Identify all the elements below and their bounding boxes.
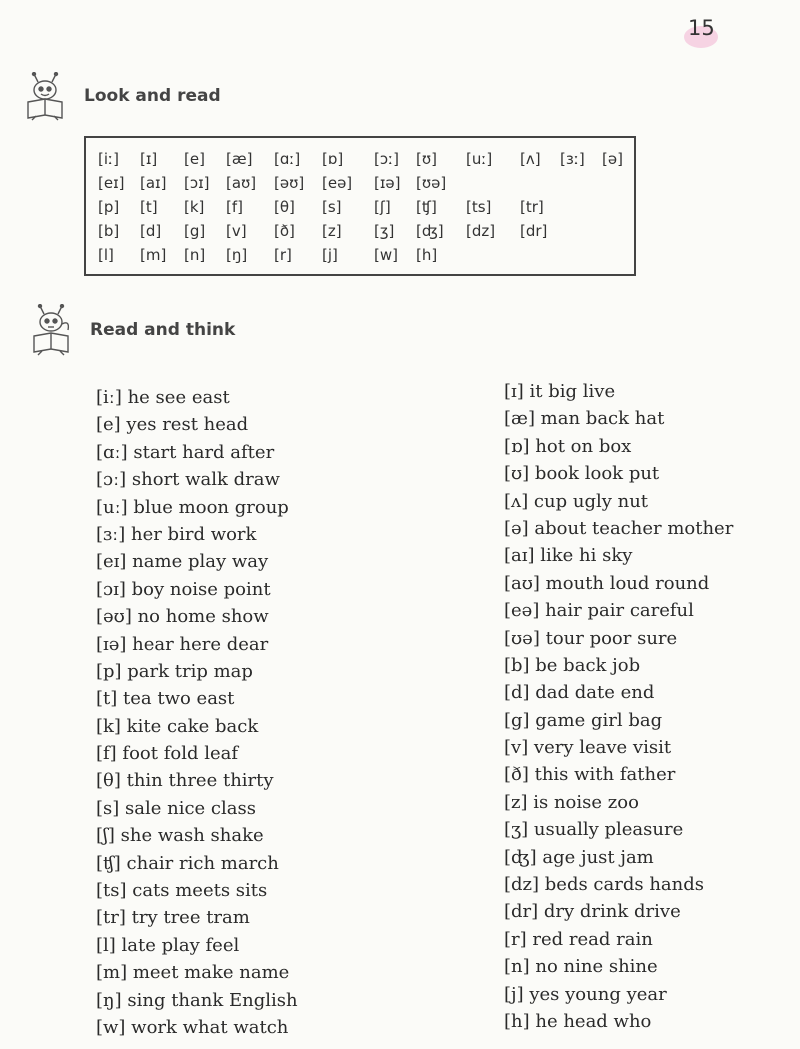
sound-example-row: [h] he head who bbox=[504, 1010, 652, 1032]
sound-example-row: [b] be back job bbox=[504, 654, 641, 676]
sound-example-row: [ɜː] her bird work bbox=[96, 523, 257, 545]
phonetic-symbol: [ʊ] bbox=[416, 150, 437, 168]
phonetic-symbol: [ʧ] bbox=[416, 198, 437, 216]
phonetic-symbol: [ɪə] bbox=[374, 174, 401, 192]
phonetic-symbol: [ɔɪ] bbox=[184, 174, 210, 192]
sound-example-row: [dz] beds cards hands bbox=[504, 874, 705, 896]
phonetic-symbol: [j] bbox=[322, 246, 338, 264]
phonetic-symbol: [ɑː] bbox=[274, 150, 301, 168]
thinking-bug-mascot-icon bbox=[26, 304, 76, 358]
phonetic-symbol: [g] bbox=[184, 222, 206, 240]
phonetic-symbol: [θ] bbox=[274, 198, 295, 216]
phonetic-symbol: [aɪ] bbox=[140, 174, 167, 192]
phonetic-symbol: [v] bbox=[226, 222, 247, 240]
sound-example-row: [iː] he see east bbox=[96, 387, 230, 408]
sound-example-row: [dr] dry drink drive bbox=[504, 901, 681, 923]
sound-example-row: [ɪə] hear here dear bbox=[96, 633, 269, 655]
phonetic-symbol: [b] bbox=[98, 222, 120, 240]
sound-example-row: [ʃ] she wash shake bbox=[96, 825, 264, 847]
phonetic-symbol: [eə] bbox=[322, 174, 353, 192]
sound-example-row: [n] no nine shine bbox=[504, 956, 658, 978]
sound-example-row: [d] dad date end bbox=[504, 682, 655, 704]
phonetic-symbol: [əʊ] bbox=[274, 174, 305, 192]
sound-example-row: [ʊə] tour poor sure bbox=[504, 627, 678, 649]
phonetic-symbol: [l] bbox=[98, 246, 114, 264]
phonetic-symbols-box bbox=[84, 136, 636, 276]
phonetic-symbol: [dz] bbox=[466, 222, 496, 240]
sound-example-row: [w] work what watch bbox=[96, 1016, 289, 1038]
phonetic-symbol: [w] bbox=[374, 246, 398, 264]
sound-example-row: [g] game girl bag bbox=[504, 709, 663, 731]
phonetic-symbol: [ə] bbox=[602, 150, 623, 168]
look-and-read-heading: Look and read bbox=[84, 86, 221, 106]
sound-example-row: [k] kite cake back bbox=[96, 715, 259, 737]
phonetic-symbol: [dr] bbox=[520, 222, 548, 240]
page-number-text: 15 bbox=[688, 16, 715, 40]
phonetic-symbol: [ɒ] bbox=[322, 150, 344, 168]
sound-example-row: [ʊ] book look put bbox=[504, 463, 660, 485]
phonetic-symbol: [eɪ] bbox=[98, 174, 125, 192]
phonetic-symbol: [æ] bbox=[226, 150, 253, 168]
sound-example-row: [ʤ] age just jam bbox=[504, 846, 654, 868]
phonetic-symbol: [ʒ] bbox=[374, 222, 395, 240]
sound-example-row: [əʊ] no home show bbox=[96, 606, 269, 628]
phonetic-symbol: [iː] bbox=[98, 150, 119, 168]
sound-example-row: [ʌ] cup ugly nut bbox=[504, 490, 649, 512]
phonetic-symbol: [e] bbox=[184, 150, 205, 168]
sound-example-row: [s] sale nice class bbox=[96, 797, 256, 819]
phonetic-symbol: [ð] bbox=[274, 222, 295, 240]
sound-example-row: [aʊ] mouth loud round bbox=[504, 572, 710, 594]
phonetic-symbol: [ʊə] bbox=[416, 174, 447, 192]
phonetic-symbol: [s] bbox=[322, 198, 342, 216]
sound-example-row: [ʧ] chair rich march bbox=[96, 852, 279, 874]
phonetic-symbol: [uː] bbox=[466, 150, 493, 168]
sound-examples-right-column bbox=[504, 378, 733, 1035]
sound-example-row: [æ] man back hat bbox=[504, 408, 665, 430]
phonetic-symbol: [k] bbox=[184, 198, 205, 216]
phonetic-symbol: [tr] bbox=[520, 198, 544, 216]
sound-example-row: [θ] thin three thirty bbox=[96, 770, 274, 792]
phonetic-symbol: [d] bbox=[140, 222, 162, 240]
phonetic-symbol: [z] bbox=[322, 222, 342, 240]
phonetic-symbol: [h] bbox=[416, 246, 438, 264]
phonetic-symbol: [ɜː] bbox=[560, 150, 585, 168]
sound-example-row: [ɒ] hot on box bbox=[504, 435, 632, 457]
phonetic-symbol: [ɔː] bbox=[374, 150, 399, 168]
page-number bbox=[678, 12, 722, 46]
phonetic-symbol: [m] bbox=[140, 246, 167, 264]
sound-example-row: [ts] cats meets sits bbox=[96, 880, 268, 902]
phonetic-symbol: [ŋ] bbox=[226, 246, 248, 264]
phonetic-symbol: [aʊ] bbox=[226, 174, 257, 192]
sound-example-row: [j] yes young year bbox=[504, 983, 667, 1005]
sound-example-row: [ɪ] it big live bbox=[504, 381, 616, 402]
phonetic-symbol: [n] bbox=[184, 246, 206, 264]
phonetic-symbol: [ʌ] bbox=[520, 150, 541, 168]
sound-example-row: [ð] this with father bbox=[504, 764, 676, 786]
sound-example-row: [uː] blue moon group bbox=[96, 496, 289, 518]
sound-example-row: [eə] hair pair careful bbox=[504, 600, 694, 622]
phonetic-symbol: [ɪ] bbox=[140, 150, 158, 168]
phonetic-symbol: [r] bbox=[274, 246, 292, 264]
reading-bug-mascot-icon bbox=[22, 72, 68, 124]
phonetic-symbol: [f] bbox=[226, 198, 243, 216]
sound-example-row: [l] late play feel bbox=[96, 934, 240, 956]
sound-example-row: [z] is noise zoo bbox=[504, 791, 639, 813]
sound-example-row: [v] very leave visit bbox=[504, 737, 672, 759]
sound-example-row: [ʒ] usually pleasure bbox=[504, 819, 684, 841]
read-and-think-heading: Read and think bbox=[90, 320, 236, 340]
sound-example-row: [ŋ] sing thank English bbox=[96, 989, 298, 1011]
sound-example-row: [ə] about teacher mother bbox=[504, 517, 734, 539]
sound-example-row: [tr] try tree tram bbox=[96, 907, 250, 929]
sound-example-row: [f] foot fold leaf bbox=[96, 743, 239, 765]
phonetic-symbol: [t] bbox=[140, 198, 158, 216]
phonetic-symbol: [ʤ] bbox=[416, 222, 444, 240]
sound-example-row: [eɪ] name play way bbox=[96, 551, 269, 573]
sound-example-row: [ɔː] short walk draw bbox=[96, 469, 280, 491]
sound-example-row: [ɔɪ] boy noise point bbox=[96, 578, 271, 600]
sound-example-row: [t] tea two east bbox=[96, 688, 235, 710]
sound-examples-left-column bbox=[96, 384, 298, 1041]
sound-example-row: [p] park trip map bbox=[96, 660, 253, 682]
sound-example-row: [r] red read rain bbox=[504, 928, 653, 950]
sound-example-row: [e] yes rest head bbox=[96, 414, 249, 436]
sound-example-row: [aɪ] like hi sky bbox=[504, 545, 633, 567]
phonetic-symbol: [ʃ] bbox=[374, 198, 391, 216]
sound-example-row: [ɑː] start hard after bbox=[96, 441, 275, 463]
phonetic-symbol: [ts] bbox=[466, 198, 492, 216]
sound-example-row: [m] meet make name bbox=[96, 962, 290, 984]
phonetic-symbol: [p] bbox=[98, 198, 120, 216]
